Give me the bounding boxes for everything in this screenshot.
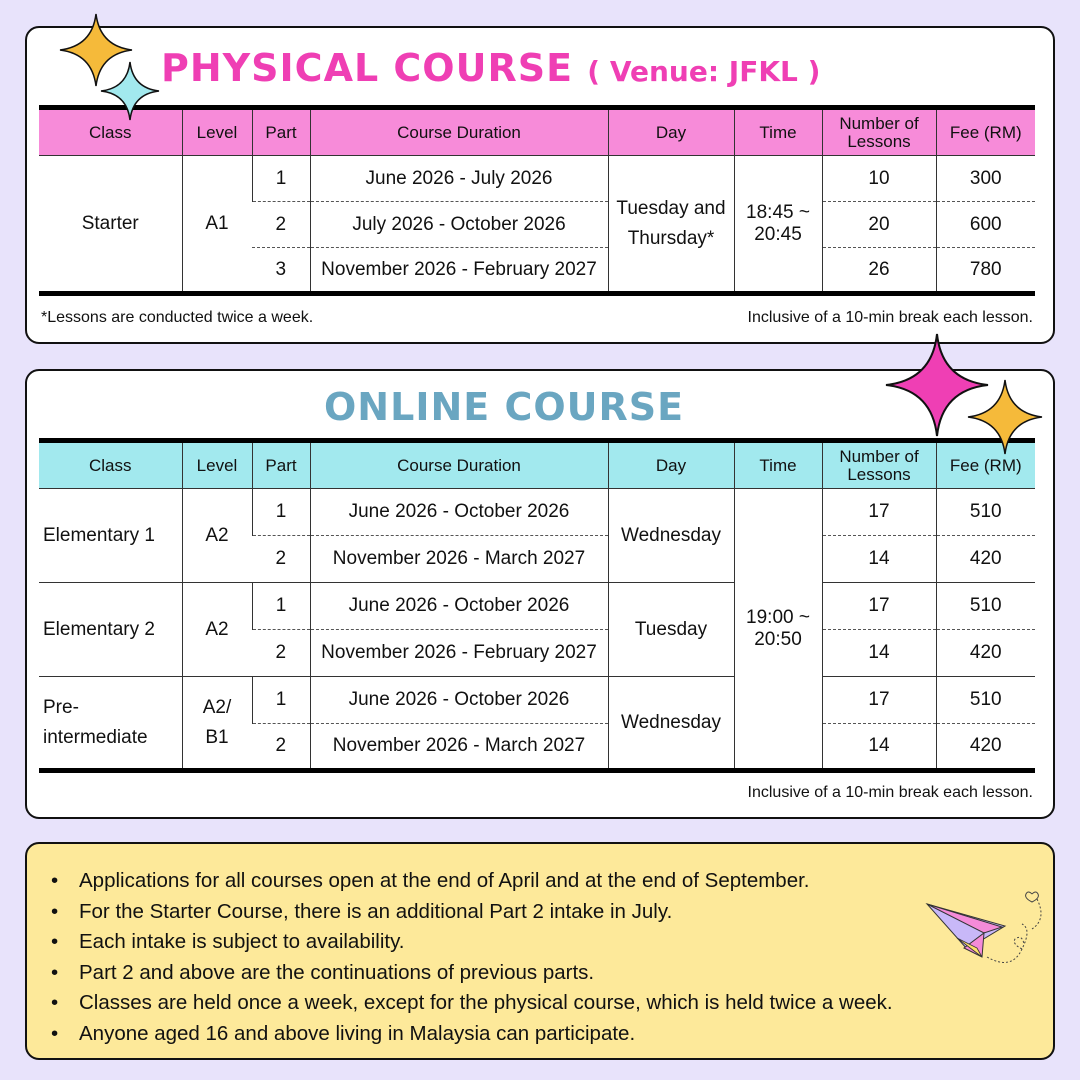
physical-course-title: PHYSICAL COURSE ( Venue: JFKL ) xyxy=(161,46,821,90)
duration-cell: June 2026 - October 2026 xyxy=(310,489,608,536)
lessons-cell: 10 xyxy=(822,156,936,202)
fee-cell: 420 xyxy=(936,724,1035,771)
level-cell: A2/ B1 xyxy=(182,677,252,771)
class-cell: Elementary 1 xyxy=(39,489,182,583)
paper-plane-icon xyxy=(922,889,1052,969)
fee-cell: 420 xyxy=(936,630,1035,677)
header-cell: Course Duration xyxy=(310,441,608,489)
list-item: • Anyone aged 16 and above living in Malaysia can participate. xyxy=(79,1019,893,1050)
duration-cell: June 2026 - October 2026 xyxy=(310,583,608,630)
header-cell: Fee (RM) xyxy=(936,108,1035,156)
break-note: Inclusive of a 10-min break each lesson. xyxy=(747,784,1033,801)
footnote: *Lessons are conducted twice a week. xyxy=(41,309,314,326)
lessons-cell: 17 xyxy=(822,677,936,724)
list-item: • Applications for all courses open at the end of April and at the end of September. xyxy=(79,866,893,897)
part-cell: 1 xyxy=(252,156,310,202)
part-cell: 2 xyxy=(252,536,310,583)
part-cell: 1 xyxy=(252,489,310,536)
header-cell: Part xyxy=(252,108,310,156)
lessons-cell: 26 xyxy=(822,248,936,294)
list-item: • Each intake is subject to availability. xyxy=(79,927,893,958)
fee-cell: 510 xyxy=(936,583,1035,630)
header-cell: Time xyxy=(734,108,822,156)
notes-card xyxy=(25,842,1055,1060)
fee-cell: 600 xyxy=(936,202,1035,248)
part-cell: 2 xyxy=(252,724,310,771)
time-cell: 19:00 ~ 20:50 xyxy=(734,489,822,771)
part-cell: 2 xyxy=(252,630,310,677)
table-header xyxy=(39,108,1035,156)
notes-list xyxy=(79,866,893,1049)
day-cell: Wednesday xyxy=(608,489,734,583)
header-cell: Course Duration xyxy=(310,108,608,156)
table-row xyxy=(39,677,1035,724)
lessons-cell: 14 xyxy=(822,536,936,583)
yellow-star-icon xyxy=(966,378,1044,456)
class-cell: Pre-intermediate xyxy=(39,677,182,771)
lessons-cell: 17 xyxy=(822,489,936,536)
header-cell: Number of Lessons xyxy=(822,441,936,489)
list-item: • Classes are held once a week, except for the physical course, which is held twice a week. xyxy=(79,988,893,1019)
fee-cell: 780 xyxy=(936,248,1035,294)
lessons-cell: 20 xyxy=(822,202,936,248)
day-cell: Tuesday xyxy=(608,583,734,677)
duration-cell: November 2026 - February 2027 xyxy=(310,248,608,294)
header-cell: Level xyxy=(182,441,252,489)
list-item: • For the Starter Course, there is an additional Part 2 intake in July. xyxy=(79,897,893,928)
header-cell: Class xyxy=(39,441,182,489)
fee-cell: 300 xyxy=(936,156,1035,202)
cyan-star-icon xyxy=(99,60,161,122)
part-cell: 1 xyxy=(252,583,310,630)
fee-cell: 420 xyxy=(936,536,1035,583)
physical-course-table xyxy=(39,105,1035,296)
table-row xyxy=(39,583,1035,630)
header-cell: Day xyxy=(608,108,734,156)
duration-cell: June 2026 - October 2026 xyxy=(310,677,608,724)
class-cell: Elementary 2 xyxy=(39,583,182,677)
online-course-table xyxy=(39,438,1035,773)
header-cell: Part xyxy=(252,441,310,489)
day-cell: Tuesday and Thursday* xyxy=(608,156,734,294)
header-cell: Level xyxy=(182,108,252,156)
table-row xyxy=(39,489,1035,536)
lessons-cell: 14 xyxy=(822,724,936,771)
lessons-cell: 14 xyxy=(822,630,936,677)
part-cell: 2 xyxy=(252,202,310,248)
table-row xyxy=(39,156,1035,202)
class-cell: Starter xyxy=(39,156,182,294)
list-item: • Part 2 and above are the continuations of previous parts. xyxy=(79,958,893,989)
duration-cell: November 2026 - March 2027 xyxy=(310,536,608,583)
level-cell: A1 xyxy=(182,156,252,294)
day-cell: Wednesday xyxy=(608,677,734,771)
level-cell: A2 xyxy=(182,489,252,583)
physical-course-card xyxy=(25,26,1055,344)
duration-cell: November 2026 - February 2027 xyxy=(310,630,608,677)
fee-cell: 510 xyxy=(936,677,1035,724)
level-cell: A2 xyxy=(182,583,252,677)
break-note: Inclusive of a 10-min break each lesson. xyxy=(747,309,1033,326)
header-cell: Number of Lessons xyxy=(822,108,936,156)
lessons-cell: 17 xyxy=(822,583,936,630)
part-cell: 1 xyxy=(252,677,310,724)
fee-cell: 510 xyxy=(936,489,1035,536)
duration-cell: June 2026 - July 2026 xyxy=(310,156,608,202)
header-cell: Fee (RM) xyxy=(936,441,1035,489)
duration-cell: July 2026 - October 2026 xyxy=(310,202,608,248)
header-cell: Time xyxy=(734,441,822,489)
time-cell: 18:45 ~ 20:45 xyxy=(734,156,822,294)
header-cell: Day xyxy=(608,441,734,489)
duration-cell: November 2026 - March 2027 xyxy=(310,724,608,771)
online-course-title: ONLINE COURSE xyxy=(324,385,685,429)
header-cell: Class xyxy=(39,108,182,156)
part-cell: 3 xyxy=(252,248,310,294)
table-header xyxy=(39,441,1035,489)
